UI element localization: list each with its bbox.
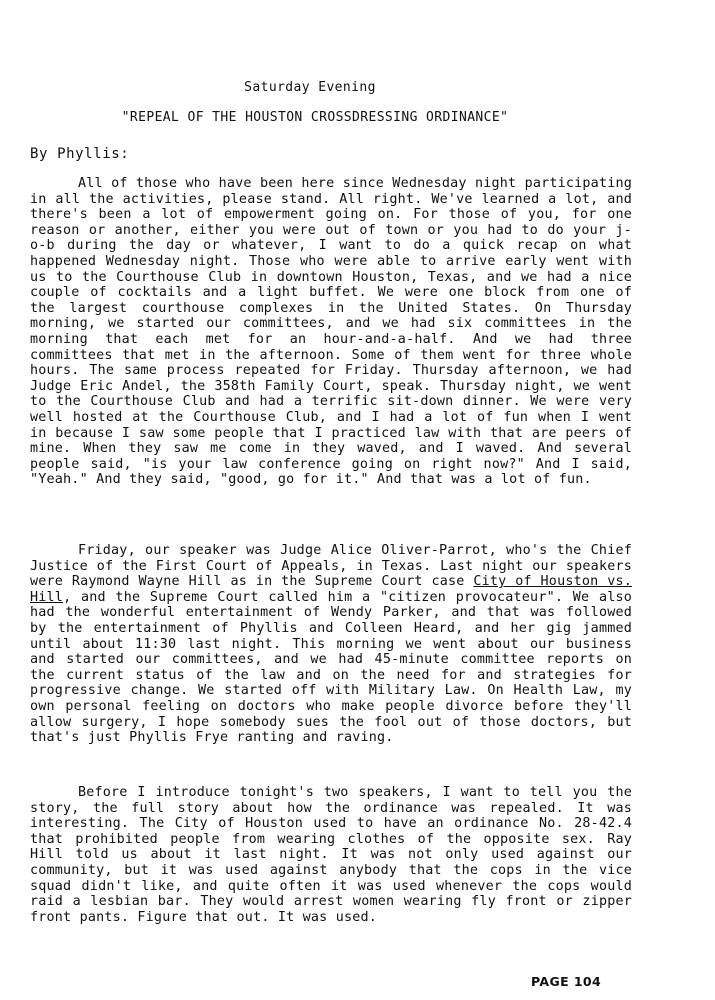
paragraph-speakers-part-a: Friday, our speaker was Judge Alice Oliver-Parrot, who's the Chief Justice of the First Court of Appeals, in Texas. Last night our speakers were Raymond Wayne Hill as in the Supreme Court case	[30, 543, 632, 590]
paragraph-speakers-part-b: , and the Supreme Court called him a "citizen provocateur". We also had the wonderful entertainment of Wendy Parker, and that was followed by the entertainment of Phyllis and Colleen Heard, and her gig jammed until about 11:30 last night. This morning we went about our business and started our committees, and we had 45-minute committee reports on the current status of the law and on the need for and strategies for progressive change. We started off with Military Law. On Health Law, my own personal feeling on doctors who make people divorce before they'll allow surgery, I hope somebody sues the fool out of those doctors, but that's just Phyllis Frye ranting and raving.	[30, 589, 632, 746]
session-heading: Saturday Evening	[244, 80, 376, 95]
page-number: PAGE 104	[531, 974, 602, 989]
paragraph-ordinance: Before I introduce tonight's two speakers, I want to tell you the story, the full story about how the ordinance was repealed. It was interesting. The City of Houston used to have an ordinance No. 28-42.4 that prohibited people from wearing clothes of the opposite sex. Ray Hill told us about it last night. It was not only used against our community, but it was used against anybody that the cops in the vice squad didn't like, and quite often it was used whenever the cops would raid a lesbian bar. They would arrest women wearing fly front or zipper front pants. Figure that out. It was used.	[30, 785, 632, 925]
case-citation: City of Houston vs. Hill	[30, 574, 632, 605]
speaker-byline: By Phyllis:	[30, 146, 130, 162]
paragraph-speakers	[30, 543, 632, 746]
paragraph-recap: All of those who have been here since Wednesday night participating in all the activities, please stand. All right. We've learned a lot, and there's been a lot of empowerment going on. For those of you, for one reason or another, either you were out of town or you had to do your j-o-b during the day or whatever, I want to do a quick recap on what happened Wednesday night. Those who were able to arrive early went with us to the Courthouse Club in downtown Houston, Texas, and we had a nice couple of cocktails and a light buffet. We were one block from one of the largest courthouse complexes in the United States. On Thursday morning, we started our committees, and we had six committees in the morning that each met for an hour-and-a-half. And we had three committees that met in the afternoon. Some of them went for three whole hours. The same process repeated for Friday. Thursday afternoon, we had Judge Eric Andel, the 358th Family Court, speak. Thursday night, we went to the Courthouse Club and had a terrific sit-down dinner. We were very well hosted at the Courthouse Club, and I had a lot of fun when I went in because I saw some people that I practiced law with that are peers of mine. When they saw me come in they waved, and I waved. And several people said, "is your law conference going on right now?" And I said, "Yeah." And they said, "good, go for it." And that was a lot of fun.	[30, 176, 632, 488]
talk-title: "REPEAL OF THE HOUSTON CROSSDRESSING ORDINANCE"	[121, 110, 509, 125]
